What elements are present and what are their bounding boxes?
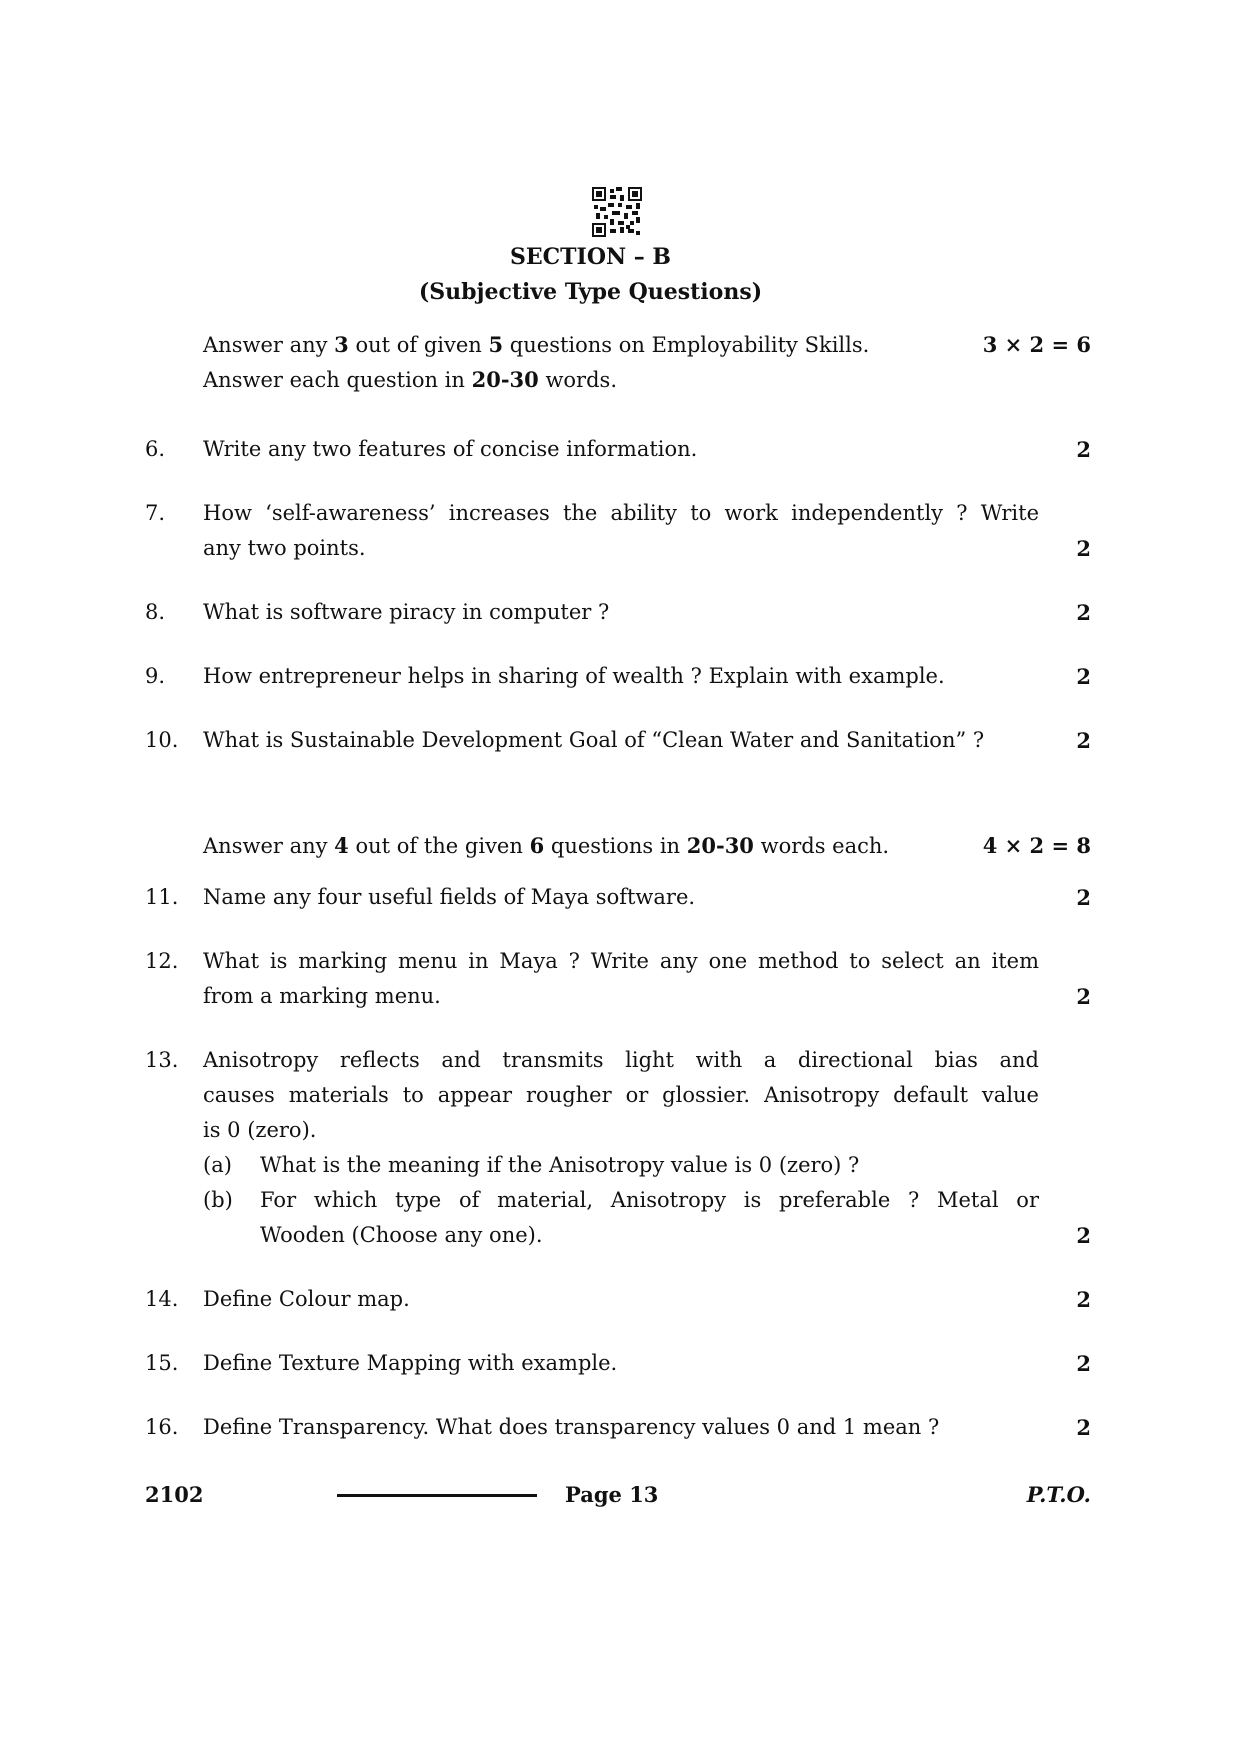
question-number: 13. bbox=[145, 1048, 179, 1072]
question-text: Define Colour map. bbox=[203, 1287, 410, 1311]
question-number: 7. bbox=[145, 501, 166, 525]
question-number: 6. bbox=[145, 437, 166, 461]
question-text: Name any four useful fields of Maya software. bbox=[203, 885, 696, 909]
question-text: What is Sustainable Development Goal of “Clean Water and Sanitation” ? bbox=[203, 728, 985, 752]
question-text: Write any two features of concise information. bbox=[203, 437, 698, 461]
section-subtitle: (Subjective Type Questions) bbox=[418, 279, 763, 305]
question-text: any two points. bbox=[203, 536, 366, 560]
question-marks: 2 bbox=[1076, 984, 1091, 1009]
question-number: 9. bbox=[145, 664, 166, 688]
question-marks: 2 bbox=[1076, 664, 1091, 689]
question-text: What is software piracy in computer ? bbox=[203, 600, 610, 624]
question-marks: 2 bbox=[1076, 885, 1091, 910]
footer-divider bbox=[337, 1494, 537, 1497]
question-marks: 2 bbox=[1076, 1415, 1091, 1440]
question-text: Define Texture Mapping with example. bbox=[203, 1351, 618, 1375]
question-text: Define Transparency. What does transparency values 0 and 1 mean ? bbox=[203, 1415, 940, 1439]
subpart-label: (b) bbox=[203, 1188, 233, 1212]
question-marks: 2 bbox=[1076, 728, 1091, 753]
question-marks: 2 bbox=[1076, 1287, 1091, 1312]
question-text: causes materials to appear rougher or glossier. Anisotropy default value bbox=[203, 1083, 1039, 1107]
group1-instruction-line2: Answer each question in 20-30 words. bbox=[203, 367, 617, 392]
question-marks: 2 bbox=[1076, 1351, 1091, 1376]
group1-marks: 3 × 2 = 6 bbox=[982, 332, 1091, 357]
page-number: Page 13 bbox=[565, 1482, 659, 1507]
subpart-label: (a) bbox=[203, 1153, 232, 1177]
question-number: 14. bbox=[145, 1287, 179, 1311]
subpart-text: What is the meaning if the Anisotropy value is 0 (zero) ? bbox=[260, 1153, 860, 1177]
question-text: How entrepreneur helps in sharing of wealth ? Explain with example. bbox=[203, 664, 945, 688]
section-title: SECTION – B bbox=[509, 244, 671, 270]
question-marks: 2 bbox=[1076, 600, 1091, 625]
subpart-text: For which type of material, Anisotropy is preferable ? Metal or bbox=[260, 1188, 1039, 1212]
question-number: 16. bbox=[145, 1415, 179, 1439]
qr-code-icon bbox=[592, 187, 642, 237]
question-number: 8. bbox=[145, 600, 166, 624]
question-marks: 2 bbox=[1076, 437, 1091, 462]
question-number: 11. bbox=[145, 885, 179, 909]
question-text: What is marking menu in Maya ? Write any one method to select an item bbox=[203, 949, 1039, 973]
question-marks: 2 bbox=[1076, 536, 1091, 561]
question-number: 12. bbox=[145, 949, 179, 973]
pto-label: P.T.O. bbox=[1026, 1482, 1091, 1507]
group2-marks: 4 × 2 = 8 bbox=[982, 833, 1091, 858]
group2-instruction: Answer any 4 out of the given 6 questions in 20-30 words each. bbox=[203, 833, 890, 858]
question-number: 10. bbox=[145, 728, 179, 752]
group1-instruction-line1: Answer any 3 out of given 5 questions on Employability Skills. bbox=[203, 332, 870, 357]
paper-code: 2102 bbox=[145, 1482, 204, 1507]
question-text: is 0 (zero). bbox=[203, 1118, 317, 1142]
question-marks: 2 bbox=[1076, 1223, 1091, 1248]
question-text: Anisotropy reflects and transmits light with a directional bias and bbox=[203, 1048, 1039, 1072]
subpart-text: Wooden (Choose any one). bbox=[260, 1223, 543, 1247]
question-text: How ‘self-awareness’ increases the ability to work independently ? Write bbox=[203, 501, 1039, 525]
question-text: from a marking menu. bbox=[203, 984, 441, 1008]
question-number: 15. bbox=[145, 1351, 179, 1375]
